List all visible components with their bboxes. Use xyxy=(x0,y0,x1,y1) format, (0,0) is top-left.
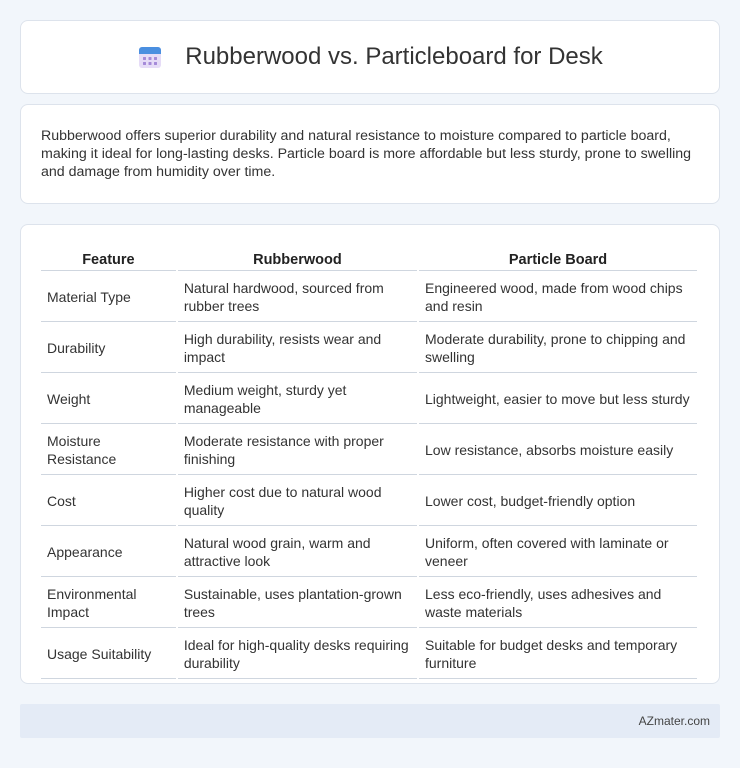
rubberwood-cell: High durability, resists wear and impact xyxy=(178,324,417,373)
particle-board-cell: Uniform, often covered with laminate or veneer xyxy=(419,528,697,577)
summary-card xyxy=(20,104,720,204)
table-row xyxy=(41,273,697,322)
footer-bar xyxy=(20,704,720,738)
table-row xyxy=(41,324,697,373)
feature-cell: Usage Suitability xyxy=(41,630,176,679)
particle-board-cell: Less eco-friendly, uses adhesives and waste materials xyxy=(419,579,697,628)
feature-cell: Durability xyxy=(41,324,176,373)
rubberwood-cell: Natural wood grain, warm and attractive look xyxy=(178,528,417,577)
table-row xyxy=(41,630,697,679)
feature-cell: Moisture Resistance xyxy=(41,426,176,475)
calendar-icon xyxy=(137,44,163,70)
rubberwood-cell: Medium weight, sturdy yet manageable xyxy=(178,375,417,424)
particle-board-cell: Moderate durability, prone to chipping and swelling xyxy=(419,324,697,373)
table-header-row xyxy=(41,249,697,271)
header-feature: Feature xyxy=(41,249,176,271)
rubberwood-cell: Higher cost due to natural wood quality xyxy=(178,477,417,526)
particle-board-cell: Lower cost, budget-friendly option xyxy=(419,477,697,526)
title-wrap xyxy=(137,43,603,71)
particle-board-cell: Low resistance, absorbs moisture easily xyxy=(419,426,697,475)
rubberwood-cell: Moderate resistance with proper finishing xyxy=(178,426,417,475)
comparison-table-card xyxy=(20,224,720,684)
table-row xyxy=(41,579,697,628)
title-card xyxy=(20,20,720,94)
particle-board-cell: Engineered wood, made from wood chips and resin xyxy=(419,273,697,322)
rubberwood-cell: Sustainable, uses plantation-grown trees xyxy=(178,579,417,628)
particle-board-cell: Lightweight, easier to move but less sturdy xyxy=(419,375,697,424)
table-row xyxy=(41,426,697,475)
feature-cell: Material Type xyxy=(41,273,176,322)
particle-board-cell: Suitable for budget desks and temporary furniture xyxy=(419,630,697,679)
feature-cell: Environmental Impact xyxy=(41,579,176,628)
header-rubberwood: Rubberwood xyxy=(178,249,417,271)
footer-brand[interactable]: AZmater.com xyxy=(638,714,710,728)
feature-cell: Cost xyxy=(41,477,176,526)
rubberwood-cell: Ideal for high-quality desks requiring durability xyxy=(178,630,417,679)
comparison-table xyxy=(39,247,699,681)
table-row xyxy=(41,375,697,424)
feature-cell: Weight xyxy=(41,375,176,424)
page-title: Rubberwood vs. Particleboard for Desk xyxy=(185,43,603,70)
feature-cell: Appearance xyxy=(41,528,176,577)
table-row xyxy=(41,477,697,526)
header-particle-board: Particle Board xyxy=(419,249,697,271)
table-row xyxy=(41,528,697,577)
rubberwood-cell: Natural hardwood, sourced from rubber trees xyxy=(178,273,417,322)
summary-text: Rubberwood offers superior durability and natural resistance to moisture compared to particle board, making it ideal for long-lasting desks. Particle board is more affordable but less sturdy, prone to swelling and damage from humidity over time. xyxy=(41,128,692,180)
